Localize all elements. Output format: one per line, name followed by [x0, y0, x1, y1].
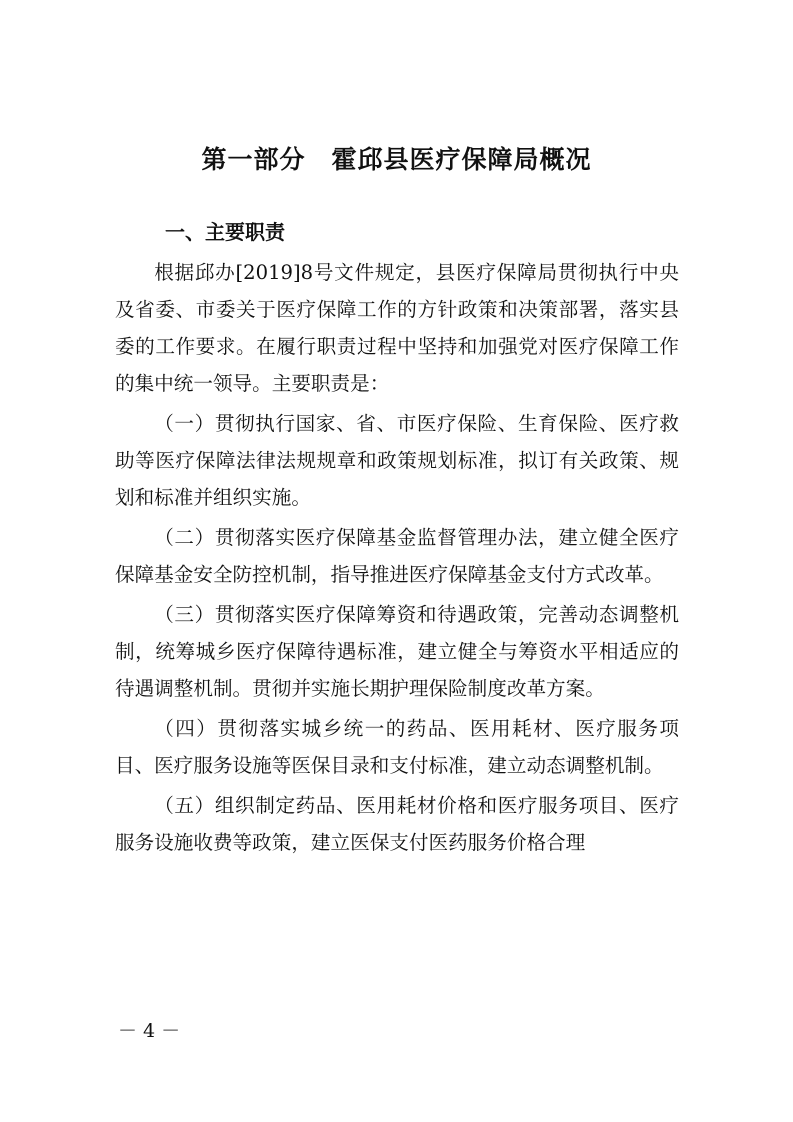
- document-body: [115, 254, 679, 864]
- paragraph-duty-3: （三）贯彻落实医疗保障筹资和待遇政策，完善动态调整机制，统筹城乡医疗保障待遇标准，建立健全与筹资水平相适应的待遇调整机制。贯彻并实施长期护理保险制度改革方案。: [115, 603, 679, 700]
- section-heading: 一、主要职责: [165, 220, 285, 244]
- paragraph-duty-1: （一）贯彻执行国家、省、市医疗保险、生育保险、医疗救助等医疗保障法律法规规章和政策规划标准，拟订有关政策、规划和标准并组织实施。: [115, 412, 679, 509]
- paragraph-duty-4: （四）贯彻落实城乡统一的药品、医用耗材、医疗服务项目、医疗服务设施等医保目录和支付标准，建立动态调整机制。: [115, 717, 679, 777]
- paragraph-duty-5: （五）组织制定药品、医用耗材价格和医疗服务项目、医疗服务设施收费等政策，建立医保支付医药服务价格合理: [115, 794, 679, 854]
- paragraph-duty-2: （二）贯彻落实医疗保障基金监督管理办法，建立健全医疗保障基金安全防控机制，指导推进医疗保障基金支付方式改革。: [115, 526, 679, 586]
- paragraph-intro: 根据邱办[2019]8号文件规定，县医疗保障局贯彻执行中央及省委、市委关于医疗保障工作的方针政策和决策部署，落实县委的工作要求。在履行职责过程中坚持和加强党对医疗保障工作的集中统一领导。主要职责是：: [115, 261, 679, 395]
- page-number: － 4 －: [118, 1020, 181, 1042]
- page-title: 第一部分 霍邱县医疗保障局概况: [201, 145, 592, 174]
